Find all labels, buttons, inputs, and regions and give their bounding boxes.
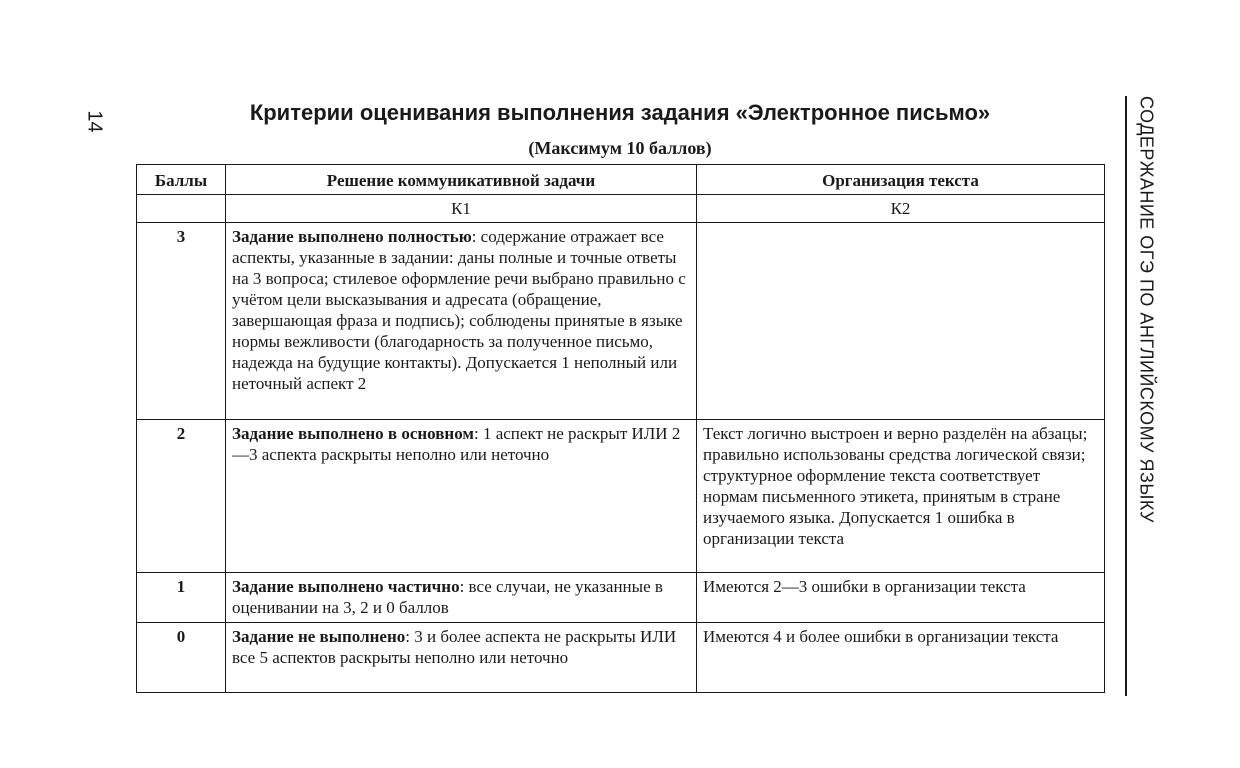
k1-cell bbox=[226, 623, 697, 693]
header-k1: Решение коммуникативной задачи bbox=[226, 165, 697, 195]
k1-text: : 1 аспект не раскрыт ИЛИ 2—3 аспекта раскрыты неполно или неточно bbox=[232, 424, 681, 464]
code-k1: К1 bbox=[226, 195, 697, 223]
k2-cell bbox=[697, 223, 1105, 420]
table-row bbox=[137, 573, 1105, 623]
header-k2: Организация текста bbox=[697, 165, 1105, 195]
page-subtitle: (Максимум 10 баллов) bbox=[528, 138, 712, 158]
score-cell: 2 bbox=[137, 420, 226, 573]
code-score bbox=[137, 195, 226, 223]
k1-cell bbox=[226, 573, 697, 623]
table-row bbox=[137, 420, 1105, 573]
running-head-text: СОДЕРЖАНИЕ ОГЭ ПО АНГЛИЙСКОМУ ЯЗЫКУ bbox=[1136, 96, 1157, 523]
k1-text: : все случаи, не указанные в оценивании на 3, 2 и 0 баллов bbox=[232, 577, 663, 617]
table-row bbox=[137, 223, 1105, 420]
k1-cell bbox=[226, 420, 697, 573]
k1-lead: Задание выполнено частично bbox=[232, 577, 460, 596]
k1-lead: Задание не выполнено bbox=[232, 627, 406, 646]
k1-lead: Задание выполнено полностью bbox=[232, 227, 472, 246]
k1-lead: Задание выполнено в основном bbox=[232, 424, 474, 443]
criteria-code-row bbox=[137, 195, 1105, 223]
score-cell: 3 bbox=[137, 223, 226, 420]
page-number: 14 bbox=[83, 110, 106, 133]
criteria-table bbox=[136, 164, 1105, 693]
code-k2: К2 bbox=[697, 195, 1105, 223]
k1-cell bbox=[226, 223, 697, 420]
table-header-row bbox=[137, 165, 1105, 195]
k2-cell: Имеются 2—3 ошибки в организации текста bbox=[697, 573, 1105, 623]
table-row bbox=[137, 623, 1105, 693]
running-head bbox=[1136, 96, 1156, 696]
header-score: Баллы bbox=[137, 165, 226, 195]
k1-text: : 3 и более аспекта не раскрыты ИЛИ все 5 аспектов раскрыты неполно или неточно bbox=[232, 627, 677, 667]
score-cell: 1 bbox=[137, 573, 226, 623]
k2-cell: Имеются 4 и более ошибки в организации текста bbox=[697, 623, 1105, 693]
page-title: Критерии оценивания выполнения задания «Электронное письмо» bbox=[249, 100, 991, 125]
side-rule bbox=[1125, 96, 1127, 696]
k1-text: : содержание отражает все аспекты, указанные в задании: даны полные и точные ответы на 3 вопроса; стилевое оформление речи выбрано правильно с учётом цели высказывания и адресата (обращение, завершающая фраза и подпись); соблюдены принятые в языке нормы вежливости (благодарность за полученное письмо, надежда на будущие контакты). Допускается 1 неполный или неточный аспект 2 bbox=[232, 227, 686, 393]
k2-cell: Текст логично выстроен и верно разделён на абзацы; правильно использованы средства логической связи; структурное оформление текста соответствует нормам письменного этикета, принятым в стране изучаемого языка. Допускается 1 ошибка в организации текста bbox=[697, 420, 1105, 573]
score-cell: 0 bbox=[137, 623, 226, 693]
